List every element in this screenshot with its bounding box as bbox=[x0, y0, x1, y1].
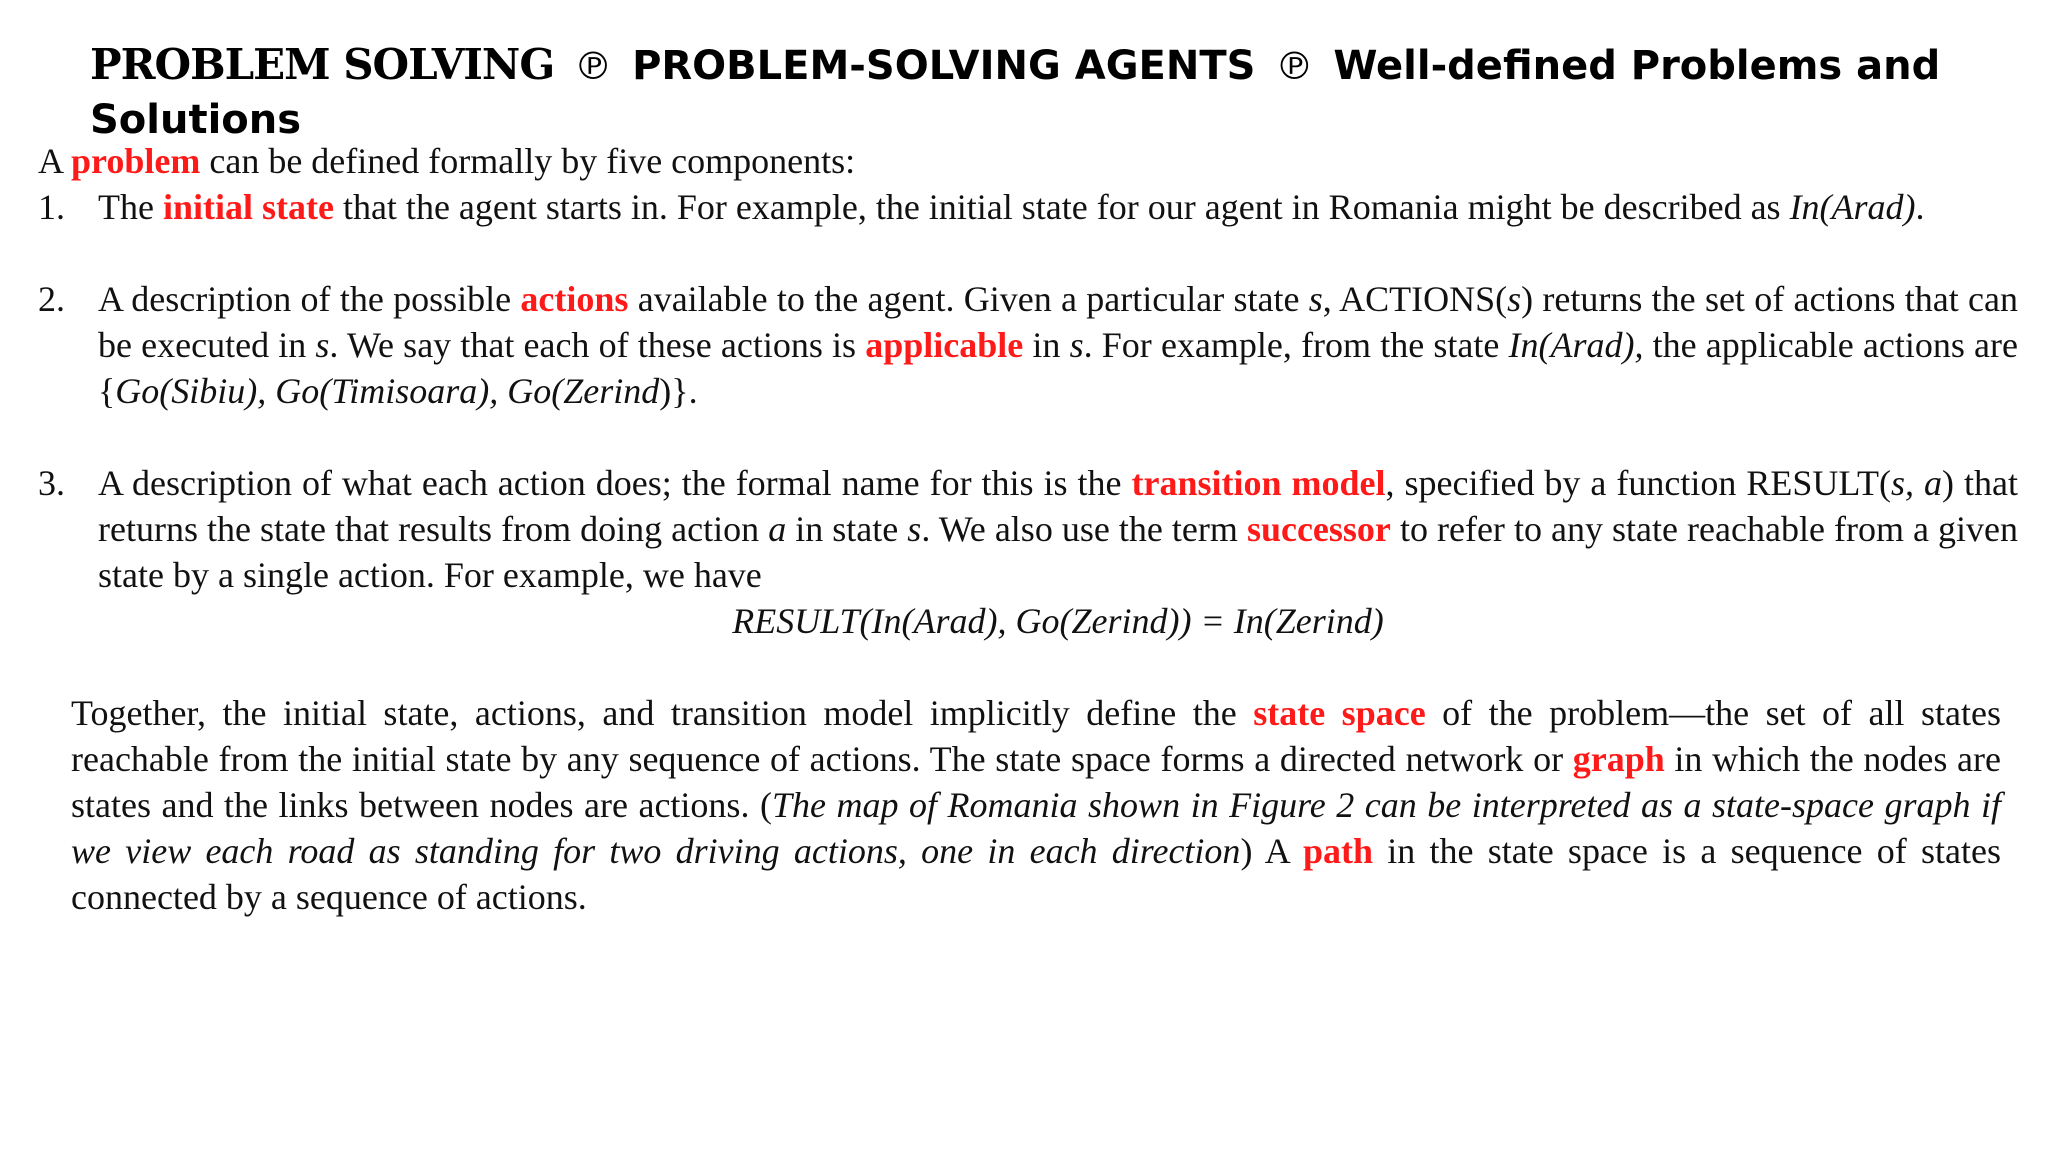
keyword-actions: actions bbox=[520, 279, 629, 319]
text-run: A description of what each action does; the formal name for this is the bbox=[98, 463, 1132, 503]
keyword-graph: graph bbox=[1572, 739, 1665, 779]
text-run: ) returns the set of actions that can be executed in bbox=[98, 279, 2019, 365]
italic-run: s bbox=[907, 509, 922, 549]
state-space-paragraph bbox=[71, 690, 2001, 920]
list-number: 3. bbox=[38, 463, 65, 503]
text-run: The bbox=[98, 187, 163, 227]
slide-content bbox=[38, 138, 2018, 920]
list-item-actions bbox=[38, 276, 2018, 414]
title-separator-2: ℗ bbox=[1275, 44, 1314, 88]
text-run: . We also use the term bbox=[921, 509, 1247, 549]
keyword-state-space: state space bbox=[1253, 693, 1426, 733]
text-run: . For example, from the state bbox=[1083, 325, 1509, 365]
text-run: . bbox=[1915, 187, 1925, 227]
italic-run: In(Arad), bbox=[1508, 325, 1644, 365]
italic-run: Go(Sibiu), Go(Timisoara), Go(Zerind bbox=[115, 371, 660, 411]
keyword-initial-state: initial state bbox=[162, 187, 334, 227]
italic-run: s bbox=[1308, 279, 1323, 319]
italic-run: The map of Romania shown in Figure 2 can be interpreted as a state-space graph if we view each road as standing for two driving actions, one in each direction bbox=[71, 785, 2002, 871]
list-item-transition-model bbox=[38, 460, 2018, 644]
keyword-problem: problem bbox=[71, 141, 201, 181]
components-list bbox=[38, 184, 2018, 644]
text-run: )}. bbox=[659, 371, 698, 411]
slide-title bbox=[90, 38, 1970, 147]
text-run: , specified by a function RESULT( bbox=[1385, 463, 1892, 503]
keyword-path: path bbox=[1302, 831, 1373, 871]
list-number: 2. bbox=[38, 279, 65, 319]
italic-run: s bbox=[1069, 325, 1084, 365]
text-run: the applicable actions are { bbox=[98, 325, 2018, 411]
text-run: A description of the possible bbox=[98, 279, 521, 319]
text-run: ) that returns the state that results from doing action bbox=[98, 463, 2018, 549]
intro-text-a: A bbox=[38, 141, 72, 181]
keyword-applicable: applicable bbox=[865, 325, 1024, 365]
italic-run: s bbox=[1507, 279, 1522, 319]
list-item-initial-state bbox=[38, 184, 2018, 230]
text-run: in bbox=[1023, 325, 1070, 365]
italic-run: s, a bbox=[1891, 463, 1943, 503]
text-run: Together, the initial state, actions, and transition model implicitly define the bbox=[71, 693, 1254, 733]
intro-line bbox=[38, 138, 2018, 184]
text-run: to refer to any state reachable from a given state by a single action. For example, we have bbox=[98, 509, 2018, 595]
title-part-well-defined: Well-defined Problems and Solutions bbox=[90, 43, 1941, 143]
text-run: , ACTIONS( bbox=[1322, 279, 1508, 319]
text-run: in state bbox=[786, 509, 908, 549]
text-run: in the state space is a sequence of states connected by a sequence of actions. bbox=[71, 831, 2002, 917]
italic-run: In(Arad) bbox=[1789, 187, 1916, 227]
intro-text-b: can be defined formally by five components: bbox=[200, 141, 856, 181]
italic-run: s bbox=[315, 325, 330, 365]
list-number: 1. bbox=[38, 187, 65, 227]
text-run: in which the nodes are states and the links between nodes are actions. ( bbox=[71, 739, 2001, 825]
keyword-transition-model: transition model bbox=[1131, 463, 1386, 503]
title-part-agents: PROBLEM-SOLVING AGENTS bbox=[632, 43, 1256, 89]
text-run: available to the agent. Given a particular state bbox=[628, 279, 1309, 319]
text-run: that the agent starts in. For example, the initial state for our agent in Romania might be described as bbox=[333, 187, 1790, 227]
italic-run: a bbox=[768, 509, 787, 549]
text-run: . We say that each of these actions is bbox=[329, 325, 866, 365]
text-run: of the problem—the set of all states reachable from the initial state by any sequence of actions. The state space forms a directed network or bbox=[71, 693, 2001, 779]
equation-result: RESULT(In(Arad), Go(Zerind)) = In(Zerind) bbox=[732, 601, 1384, 641]
keyword-successor: successor bbox=[1246, 509, 1391, 549]
title-separator-1: ℗ bbox=[574, 44, 613, 88]
title-part-problem-solving: PROBLEM SOLVING bbox=[90, 40, 555, 89]
text-run: ) A bbox=[1240, 831, 1303, 871]
